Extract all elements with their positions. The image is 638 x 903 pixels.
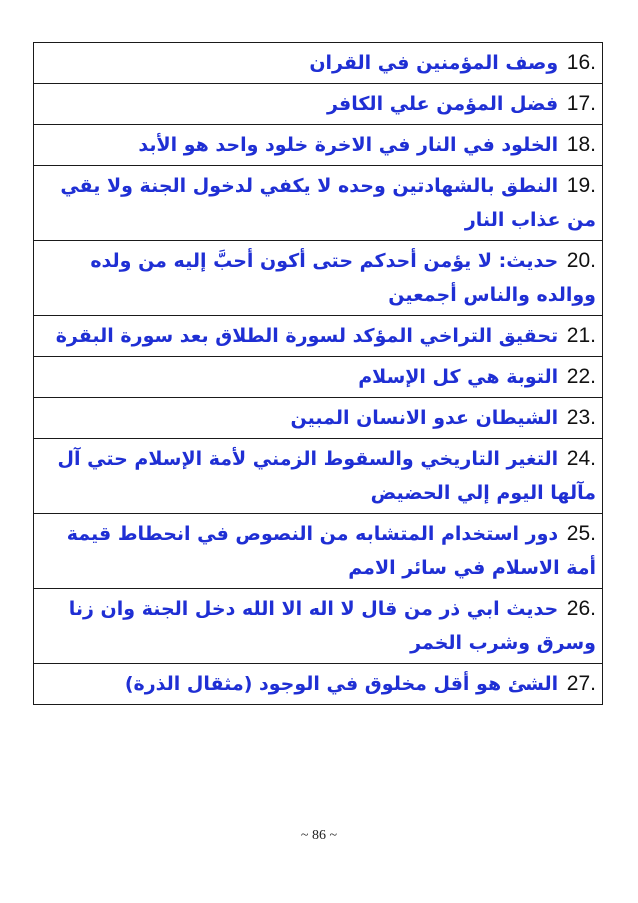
entry-number: 19. xyxy=(566,174,596,197)
toc-cell xyxy=(34,398,603,439)
toc-row xyxy=(34,357,603,398)
toc-cell xyxy=(34,43,603,84)
entry-title: التغير التاريخي والسقوط الزمني لأمة الإسلام حتي آل مآلها اليوم إلي الحضيض xyxy=(57,448,596,504)
toc-row xyxy=(34,241,603,316)
entry-number: 17. xyxy=(566,92,596,115)
entry-number: 26. xyxy=(566,597,596,620)
entry-number: 27. xyxy=(566,672,596,695)
entry-title: دور استخدام المتشابه من النصوص في انحطاط قيمة أمة الاسلام في سائر الامم xyxy=(66,523,596,579)
entry-title: وصف المؤمنين في القران xyxy=(309,52,559,74)
entry-title: التوبة هي كل الإسلام xyxy=(358,366,559,388)
toc-row xyxy=(34,84,603,125)
entry-number: 18. xyxy=(566,133,596,156)
toc-cell xyxy=(34,166,603,241)
entry-number: 25. xyxy=(566,522,596,545)
toc-cell xyxy=(34,664,603,705)
entry-title: فضل المؤمن علي الكافر xyxy=(326,93,559,115)
entry-number: 22. xyxy=(566,365,596,388)
toc-row xyxy=(34,589,603,664)
toc-row xyxy=(34,664,603,705)
entry-number: 20. xyxy=(566,249,596,272)
entry-title: تحقيق التراخي المؤكد لسورة الطلاق بعد سورة البقرة xyxy=(55,325,559,347)
entry-title: النطق بالشهادتين وحده لا يكفي لدخول الجنة ولا يقي من عذاب النار xyxy=(60,175,596,231)
toc-row xyxy=(34,43,603,84)
toc-cell xyxy=(34,125,603,166)
toc-row xyxy=(34,439,603,514)
entry-title: حديث: لا يؤمن أحدكم حتى أكون أحبَّ إليه من ولده ووالده والناس أجمعين xyxy=(90,250,596,306)
entry-number: 24. xyxy=(566,447,596,470)
toc-cell xyxy=(34,514,603,589)
toc-row xyxy=(34,125,603,166)
entry-number: 16. xyxy=(566,51,596,74)
toc-row xyxy=(34,398,603,439)
toc-cell xyxy=(34,84,603,125)
toc-table xyxy=(33,42,603,705)
entry-number: 21. xyxy=(566,324,596,347)
toc-cell xyxy=(34,357,603,398)
toc-row xyxy=(34,514,603,589)
entry-title: الشيطان عدو الانسان المبين xyxy=(290,407,559,429)
toc-cell xyxy=(34,439,603,514)
toc-cell xyxy=(34,589,603,664)
page-number: ~ 86 ~ xyxy=(300,828,338,843)
toc-cell xyxy=(34,316,603,357)
entry-title: الشئ هو أقل مخلوق في الوجود (مثقال الذرة) xyxy=(124,673,559,695)
toc-row xyxy=(34,316,603,357)
entry-title: الخلود في النار في الاخرة خلود واحد هو الأبد xyxy=(138,134,559,156)
toc-row xyxy=(34,166,603,241)
entry-number: 23. xyxy=(566,406,596,429)
toc-cell xyxy=(34,241,603,316)
entry-title: حديث ابي ذر من قال لا اله الا الله دخل الجنة وان زنا وسرق وشرب الخمر xyxy=(68,598,596,654)
